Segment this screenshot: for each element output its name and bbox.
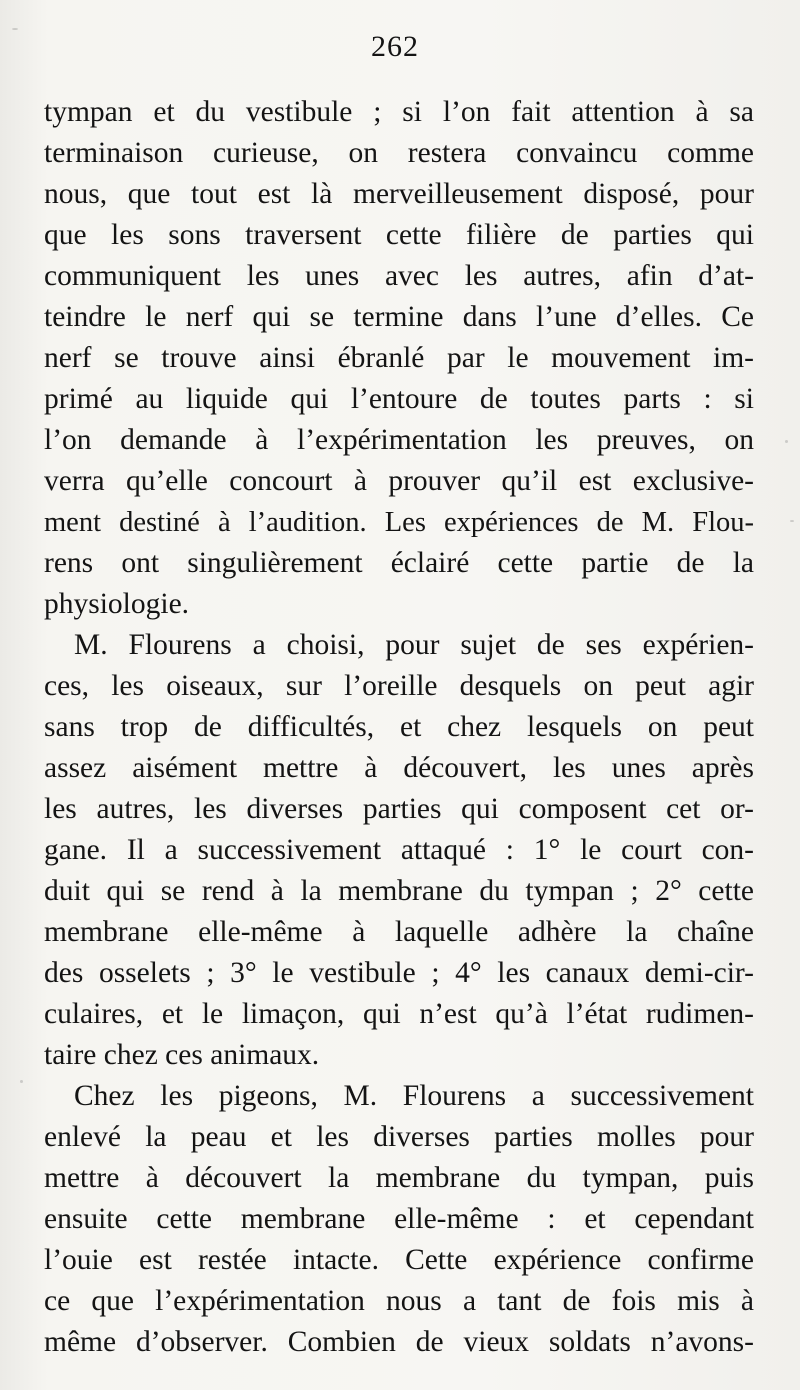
text-line: taire chez ces animaux.	[44, 1039, 320, 1071]
text-line: enlevé la peau et les diverses parties molles pour	[44, 1121, 754, 1153]
text-line: des osselets ; 3° le vestibule ; 4° les canaux demi-cir-	[44, 957, 754, 989]
text-line: l’on demande à l’expérimentation les preuves, on	[44, 424, 754, 456]
paper-speck	[20, 1080, 23, 1083]
text-line: M. Flourens a choisi, pour sujet de ses expérien-	[74, 629, 754, 661]
body-text	[44, 92, 754, 1363]
text-line: que les sons traversent cette filière de parties qui	[44, 219, 754, 251]
text-line: teindre le nerf qui se termine dans l’une d’elles. Ce	[44, 301, 754, 333]
text-line: rens ont singulièrement éclairé cette partie de la	[44, 547, 754, 579]
text-line: ensuite cette membrane elle-même : et cependant	[44, 1203, 754, 1235]
paragraph-3	[44, 1076, 754, 1363]
text-line: gane. Il a successivement attaqué : 1° le court con-	[44, 834, 754, 866]
text-line: Chez les pigeons, M. Flourens a successivement	[74, 1080, 754, 1112]
text-line: culaires, et le limaçon, qui n’est qu’à l’état rudimen-	[44, 998, 754, 1030]
paragraph-2	[44, 625, 754, 1076]
text-line: ment destiné à l’audition. Les expériences de M. Flou-	[44, 507, 754, 538]
text-line: physiologie.	[44, 588, 190, 620]
text-line: primé au liquide qui l’entoure de toutes parts : si	[44, 383, 754, 415]
text-line: tympan et du vestibule ; si l’on fait attention à sa	[44, 96, 754, 128]
text-line: mettre à découvert la membrane du tympan, puis	[44, 1162, 754, 1194]
text-line: l’ouie est restée intacte. Cette expérience confirme	[44, 1244, 754, 1276]
text-line: assez aisément mettre à découvert, les unes après	[44, 752, 754, 784]
text-line: nous, que tout est là merveilleusement disposé, pour	[44, 178, 754, 210]
text-line: nerf se trouve ainsi ébranlé par le mouvement im-	[44, 342, 754, 374]
paragraph-1	[44, 92, 754, 625]
page-number: 262	[371, 30, 419, 63]
text-line: verra qu’elle concourt à prouver qu’il est exclusive-	[44, 465, 754, 497]
text-line: communiquent les unes avec les autres, afin d’at-	[44, 260, 754, 292]
text-line: ce que l’expérimentation nous a tant de fois mis à	[44, 1285, 754, 1317]
text-line: duit qui se rend à la membrane du tympan ; 2° cette	[44, 875, 754, 907]
text-line: terminaison curieuse, on restera convaincu comme	[44, 137, 754, 169]
paper-speck	[12, 28, 18, 30]
text-line: sans trop de difficultés, et chez lesquels on peut	[44, 711, 754, 743]
paper-speck	[785, 440, 788, 443]
text-line: membrane elle-même à laquelle adhère la chaîne	[44, 916, 754, 948]
text-line: même d’observer. Combien de vieux soldats n’avons-	[44, 1326, 754, 1358]
text-line: les autres, les diverses parties qui composent cet or-	[44, 793, 754, 825]
paper-speck	[790, 520, 794, 522]
text-line: ces, les oiseaux, sur l’oreille desquels on peut agir	[44, 670, 754, 702]
